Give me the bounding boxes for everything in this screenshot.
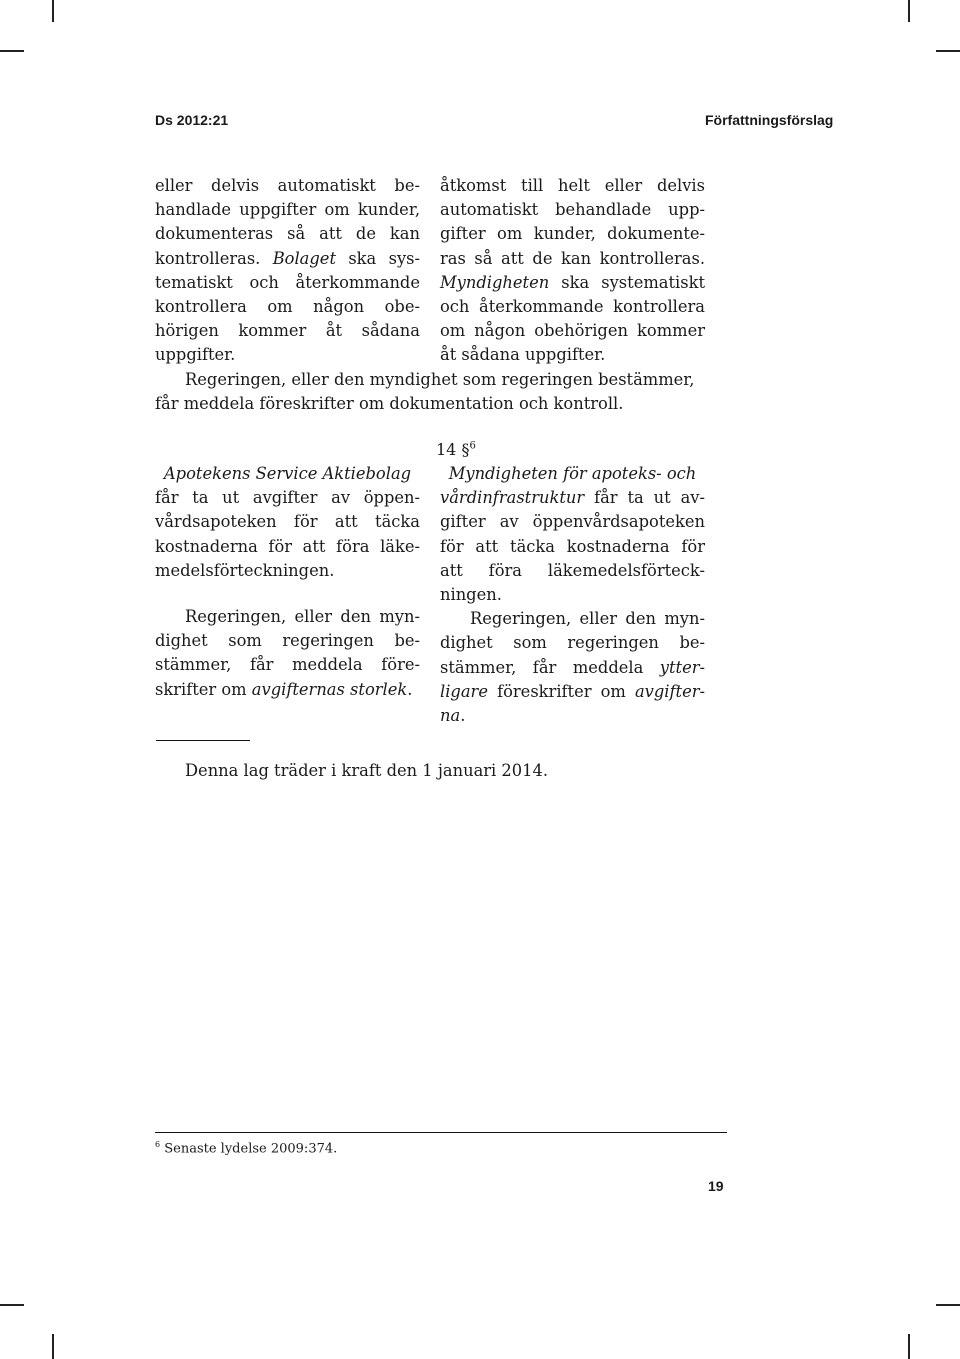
footnote-rule [155, 1132, 727, 1133]
effective-date [185, 759, 548, 783]
text-line: för att täcka kostnaderna för [440, 536, 705, 556]
text-line: och återkommande kontrollera [440, 297, 705, 317]
section-heading [436, 440, 476, 459]
page-number: 19 [708, 1178, 724, 1194]
text-line: hörigen kommer åt sådana [155, 321, 420, 341]
text-line: ras så att de kan kontrolleras. [440, 248, 705, 268]
text-line: Denna lag träder i kraft den 1 januari 2014. [185, 761, 549, 780]
text-line: kostnaderna för att föra läke- [155, 536, 420, 556]
header-section-title: Författningsförslag [705, 112, 834, 128]
text-line: Regeringen, eller den myn- [185, 607, 420, 627]
text-line: Myndigheten ska systematiskt [440, 272, 705, 292]
text-line: stämmer, får meddela före- [155, 655, 420, 675]
text-line: handlade uppgifter om kunder, [155, 200, 420, 220]
text-line: att föra läkemedelsförteck- [440, 560, 705, 580]
crop-mark-bottom-right-h [936, 1304, 960, 1306]
text-line: na. [440, 706, 466, 726]
text-line: eller delvis automatiskt be- [155, 176, 420, 195]
crop-mark-top-right-h [936, 50, 960, 52]
text-line: gifter av öppenvårdsapoteken [440, 512, 705, 532]
footnote-text: Senaste lydelse 2009:374. [164, 1141, 338, 1157]
text-line: får ta ut avgifter av öppen- [155, 488, 420, 508]
footnote-number: 6 [155, 1140, 161, 1149]
crop-mark-top-left-h [0, 50, 24, 52]
text-line: vårdinfrastruktur får ta ut av- [440, 488, 705, 508]
header-doc-id: Ds 2012:21 [155, 112, 229, 128]
text-line: skrifter om avgifternas storlek. [155, 679, 413, 699]
text-line: dighet som regeringen be- [440, 633, 705, 653]
block1-right-column [440, 174, 705, 368]
text-line: ligare föreskrifter om avgifter- [440, 681, 705, 701]
text-line: stämmer, får meddela ytter- [440, 657, 705, 677]
text-line: gifter om kunder, dokumente- [440, 224, 705, 244]
text-line: Regeringen, eller den myn- [470, 609, 705, 629]
text-line: dokumenteras så att de kan [155, 224, 420, 244]
crop-mark-bottom-left-h [0, 1304, 24, 1306]
text-line: Myndigheten för apoteks- och [448, 464, 697, 483]
separator-rule [156, 740, 250, 741]
block2-left-column [155, 462, 420, 702]
crop-mark-top-left-v [52, 0, 54, 22]
block1-left-column [155, 174, 420, 368]
text-line: tematiskt och återkommande [155, 272, 420, 292]
text-line: om någon obehörigen kommer [440, 321, 705, 341]
crop-mark-bottom-left-v [52, 1334, 54, 1359]
text-line: ningen. [440, 585, 502, 605]
text-line: vårdsapoteken för att täcka [155, 512, 420, 532]
crop-mark-top-right-v [908, 0, 910, 22]
footnote-ref: 6 [469, 440, 476, 452]
crop-mark-bottom-right-v [908, 1334, 910, 1359]
text-line: får meddela föreskrifter om dokumentation och kontroll. [155, 394, 624, 414]
block2-right-column [440, 462, 705, 728]
text-line: kontrolleras. Bolaget ska sys- [155, 248, 420, 268]
text-line: automatiskt behandlade upp- [440, 200, 705, 220]
section-number: 14 § [436, 440, 470, 459]
text-line: dighet som regeringen be- [155, 631, 420, 651]
text-line: uppgifter. [155, 345, 236, 365]
text-line: kontrollera om någon obe- [155, 297, 420, 317]
text-line: medelsförteckningen. [155, 560, 335, 580]
text-line: Regeringen, eller den myndighet som regeringen bestämmer, [185, 370, 695, 389]
text-line: Apotekens Service Aktiebolag [163, 464, 412, 483]
footnote [155, 1140, 337, 1156]
block1-full-width [155, 368, 715, 416]
text-line: åt sådana uppgifter. [440, 345, 606, 365]
text-line: åtkomst till helt eller delvis [440, 176, 705, 195]
